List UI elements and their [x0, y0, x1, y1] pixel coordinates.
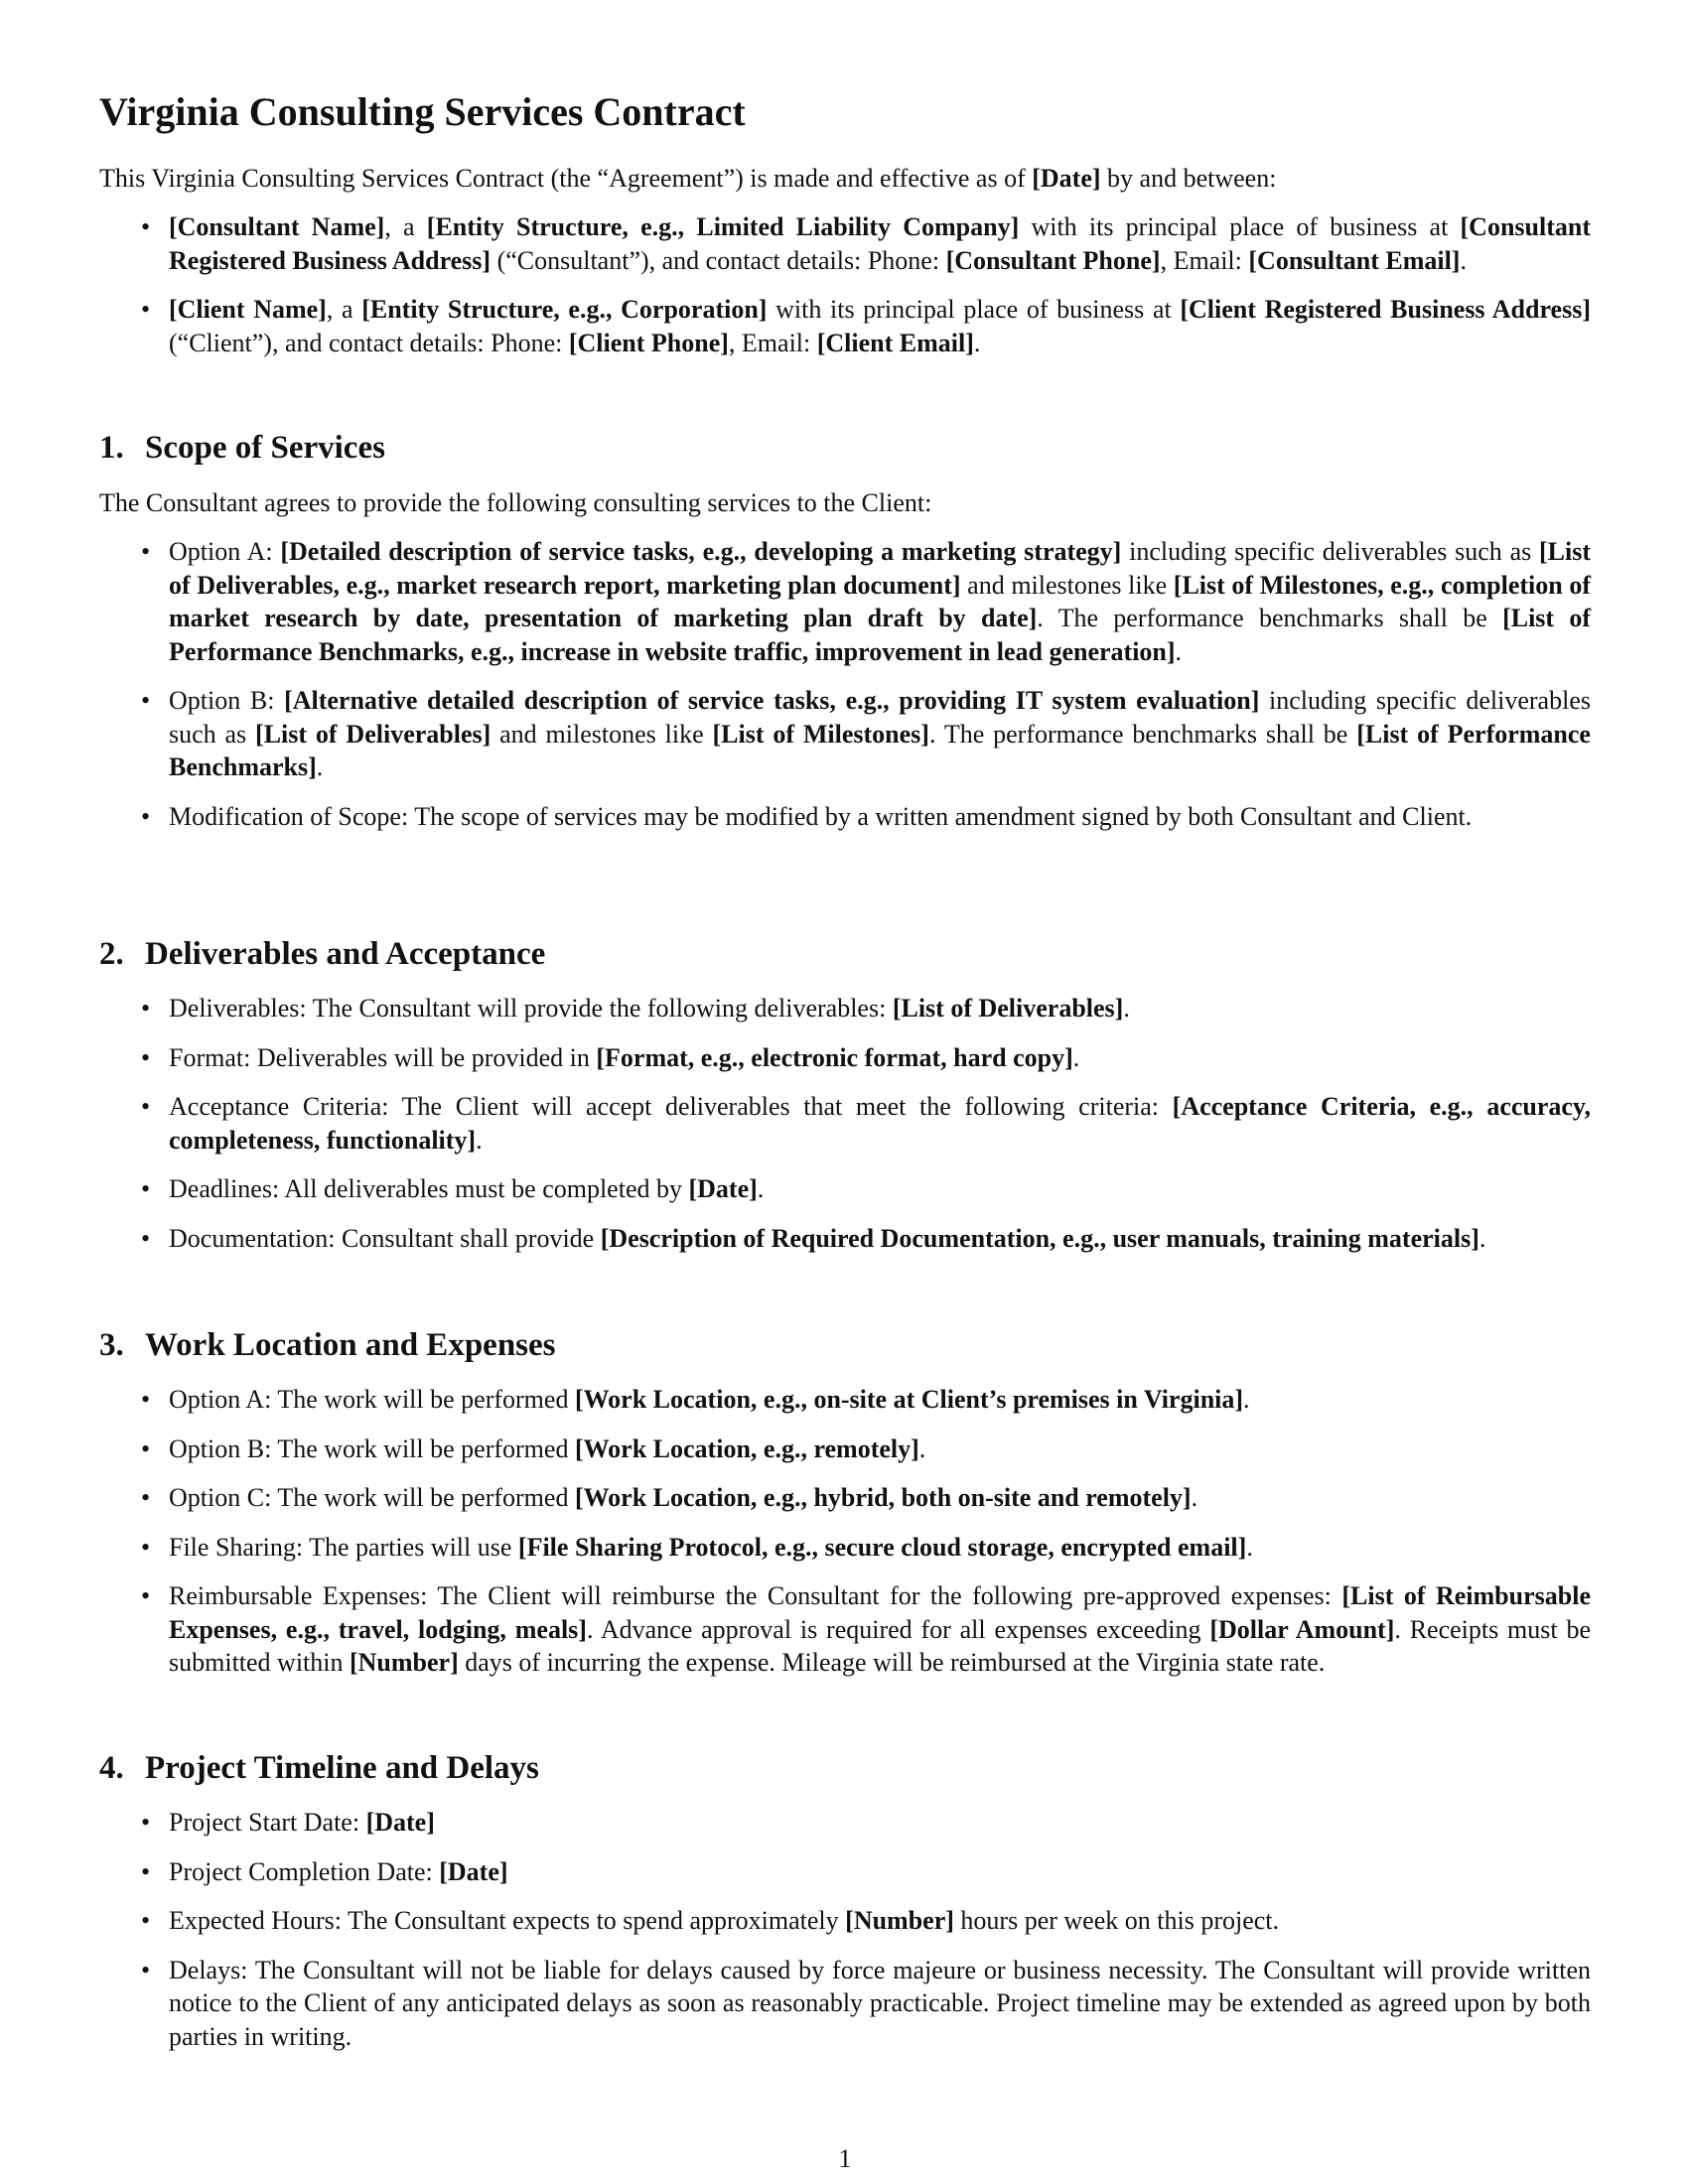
text-run: Expected Hours: The Consultant expects to spend approximately [169, 1906, 846, 1935]
section-title: Scope of Services [145, 430, 385, 466]
text-run: . The performance benchmarks shall be [928, 719, 1357, 749]
text-run: The Consultant agrees to provide the following consulting services to the Client: [99, 488, 932, 517]
scope-items [99, 535, 1591, 833]
placeholder-field: [Number] [845, 1906, 954, 1935]
placeholder-field: [Work Location, e.g., on-site at Client’s premises in Virginia] [574, 1385, 1244, 1414]
text-run: , Email: [1160, 245, 1249, 275]
placeholder-field: [File Sharing Protocol, e.g., secure cloud storage, encrypted email] [517, 1532, 1247, 1562]
placeholder-field: [Entity Structure, e.g., Limited Liability Company] [426, 212, 1020, 241]
text-run: Option C: The work will be performed [169, 1483, 575, 1512]
placeholder-field: [Client Email] [816, 328, 974, 357]
placeholder-field: [Consultant Email] [1248, 245, 1461, 275]
list-item [99, 293, 1591, 359]
placeholder-field: [Work Location, e.g., remotely] [574, 1433, 919, 1463]
section-intro-scope [99, 486, 931, 520]
list-item [99, 1806, 1591, 1840]
parties-list [99, 210, 1591, 359]
list-item [99, 1172, 1591, 1206]
text-run: . [1460, 245, 1467, 275]
bullet-icon: • [141, 1385, 151, 1414]
bullet-icon: • [141, 686, 151, 715]
placeholder-field: [Format, e.g., electronic format, hard copy] [596, 1042, 1073, 1072]
section-heading-timeline [99, 1747, 539, 1789]
placeholder-field: [Entity Structure, e.g., Corporation] [361, 295, 768, 324]
text-run: Delays: The Consultant will not be liable for delays caused by force majeure or business necessity. The Consultant will provide written notice to the Client of any anticipated delays as soon as reasonably practicable. Project timeline may be extended as agreed upon by both parties in writing. [169, 1955, 1591, 2051]
section-title: Deliverables and Acceptance [145, 936, 546, 972]
placeholder-field: [Detailed description of service tasks, e.g., developing a marketing strategy] [280, 537, 1122, 566]
text-run: Project Completion Date: [169, 1856, 440, 1886]
list-item [99, 1531, 1591, 1565]
text-run: Option A: [169, 537, 281, 566]
bullet-icon: • [141, 1581, 151, 1610]
text-run: . [1175, 636, 1183, 666]
text-run: Format: Deliverables will be provided in [169, 1042, 597, 1072]
list-item [99, 1433, 1591, 1466]
text-run: , Email: [728, 328, 817, 357]
bullet-icon: • [141, 801, 151, 831]
placeholder-field: [List of Deliverables] [892, 994, 1124, 1023]
text-run: . Advance approval is required for all expenses exceeding [586, 1614, 1210, 1644]
list-item [99, 800, 1591, 834]
text-run: and milestones like [960, 570, 1174, 600]
list-item [99, 1222, 1591, 1256]
work-location-items [99, 1383, 1591, 1680]
text-run: with its principal place of business at [1019, 212, 1461, 241]
contract-page [99, 0, 1591, 2184]
section-heading-work-location [99, 1324, 556, 1366]
bullet-icon: • [141, 1042, 151, 1072]
text-run: (“Consultant”), and contact details: Phone: [491, 245, 946, 275]
text-run: Documentation: Consultant shall provide [169, 1223, 601, 1253]
deliverables-items [99, 992, 1591, 1255]
text-run: Option A: The work will be performed [169, 1385, 575, 1414]
text-run: . [1246, 1532, 1253, 1562]
section-number: 3. [99, 1327, 124, 1363]
list-item [99, 1383, 1591, 1417]
text-run: hours per week on this project. [953, 1906, 1280, 1935]
placeholder-field: [Date] [688, 1174, 758, 1203]
placeholder-field: [Consultant Name] [169, 212, 385, 241]
placeholder-field: [Client Phone] [568, 328, 729, 357]
section-number: 2. [99, 936, 124, 972]
text-run: . [918, 1433, 926, 1463]
placeholder-field: [Consultant Registered Business Address] [169, 212, 1591, 275]
text-run: and milestones like [491, 719, 713, 749]
bullet-icon: • [141, 1856, 151, 1886]
placeholder-field: [Alternative detailed description of service tasks, e.g., providing IT system evaluation] [284, 686, 1260, 715]
bullet-icon: • [141, 1906, 151, 1935]
section-number: 4. [99, 1750, 124, 1786]
placeholder-field: [Date] [1032, 164, 1101, 193]
bullet-icon: • [141, 212, 151, 241]
placeholder-field: [List of Performance Benchmarks, e.g., increase in website traffic, improvement in lead generation] [169, 604, 1592, 666]
timeline-items [99, 1806, 1591, 2053]
list-item [99, 1954, 1591, 2054]
placeholder-field: [Date] [439, 1856, 508, 1886]
bullet-icon: • [141, 994, 151, 1023]
text-run: with its principal place of business at [767, 295, 1181, 324]
bullet-icon: • [141, 1092, 151, 1121]
text-run: . [973, 328, 981, 357]
text-run: Option B: [169, 686, 285, 715]
text-run: Modification of Scope: The scope of services may be modified by a written amendment signed by both Consultant and Client. [169, 801, 1473, 831]
list-item [99, 1041, 1591, 1075]
placeholder-field: [Dollar Amount] [1209, 1614, 1395, 1644]
text-run: This Virginia Consulting Services Contract (the “Agreement”) is made and effective as of [99, 164, 1033, 193]
placeholder-field: [List of Performance Benchmarks] [169, 719, 1591, 781]
list-item [99, 535, 1591, 668]
text-run: . Receipts must be submitted within [169, 1614, 1591, 1677]
text-run: Project Start Date: [169, 1808, 366, 1837]
document-title: Virginia Consulting Services Contract [99, 89, 746, 134]
placeholder-field: [Consultant Phone] [945, 245, 1161, 275]
bullet-icon: • [141, 1483, 151, 1512]
placeholder-field: [Description of Required Documentation, e.g., user manuals, training materials] [600, 1223, 1479, 1253]
text-run: . [1072, 1042, 1080, 1072]
list-item [99, 1904, 1591, 1938]
text-run: File Sharing: The parties will use [169, 1532, 518, 1562]
text-run: (“Client”), and contact details: Phone: [169, 328, 569, 357]
placeholder-field: [List of Deliverables] [255, 719, 492, 749]
placeholder-field: [Acceptance Criteria, e.g., accuracy, completeness, functionality] [169, 1092, 1591, 1155]
intro-paragraph [99, 162, 1276, 196]
text-run: , a [326, 295, 362, 324]
placeholder-field: [List of Reimbursable Expenses, e.g., travel, lodging, meals] [169, 1581, 1591, 1644]
list-item [99, 1481, 1591, 1515]
bullet-icon: • [141, 1955, 151, 1984]
section-heading-scope [99, 427, 385, 469]
text-run: including specific deliverables such as [169, 686, 1591, 749]
text-run: . [476, 1125, 483, 1155]
section-title: Project Timeline and Delays [145, 1750, 539, 1786]
bullet-icon: • [141, 1433, 151, 1463]
placeholder-field: [Number] [350, 1648, 459, 1677]
text-run: . [316, 752, 324, 781]
text-run: . [1123, 994, 1130, 1023]
text-run: . [1478, 1223, 1486, 1253]
text-run: Deliverables: The Consultant will provide the following deliverables: [169, 994, 893, 1023]
section-number: 1. [99, 430, 124, 466]
text-run: days of incurring the expense. Mileage will be reimbursed at the Virginia state rate. [458, 1648, 1326, 1677]
placeholder-field: [Client Registered Business Address] [1180, 295, 1591, 324]
bullet-icon: • [141, 1808, 151, 1837]
placeholder-field: [List of Deliverables, e.g., market research report, marketing plan document] [169, 537, 1592, 600]
page-number: 1 [838, 2144, 852, 2173]
bullet-icon: • [141, 1174, 151, 1203]
section-title: Work Location and Expenses [145, 1327, 556, 1363]
text-run: by and between: [1100, 164, 1277, 193]
list-item [99, 210, 1591, 277]
placeholder-field: [Date] [365, 1808, 435, 1837]
placeholder-field: [Client Name] [169, 295, 327, 324]
placeholder-field: [List of Milestones] [712, 719, 929, 749]
bullet-icon: • [141, 295, 151, 324]
section-heading-deliverables [99, 933, 545, 975]
list-item [99, 992, 1591, 1025]
text-run: . [1191, 1483, 1198, 1512]
text-run: . [1243, 1385, 1250, 1414]
bullet-icon: • [141, 537, 151, 566]
text-run: . The performance benchmarks shall be [1037, 604, 1503, 632]
list-item [99, 1579, 1591, 1680]
text-run: Acceptance Criteria: The Client will accept deliverables that meet the following criteria: [169, 1092, 1173, 1121]
text-run: including specific deliverables such as [1121, 537, 1540, 566]
text-run: Reimbursable Expenses: The Client will reimburse the Consultant for the following pre-approved expenses: [169, 1581, 1342, 1610]
text-run: , a [384, 212, 427, 241]
list-item [99, 1090, 1591, 1157]
placeholder-field: [Work Location, e.g., hybrid, both on-site and remotely] [574, 1483, 1192, 1512]
list-item [99, 1855, 1591, 1889]
text-run: Option B: The work will be performed [169, 1433, 575, 1463]
bullet-icon: • [141, 1223, 151, 1253]
bullet-icon: • [141, 1532, 151, 1562]
list-item [99, 684, 1591, 784]
text-run: . [757, 1174, 765, 1203]
text-run: Deadlines: All deliverables must be completed by [169, 1174, 689, 1203]
placeholder-field: [List of Milestones, e.g., completion of market research by date, presentation of marketing plan draft by date] [169, 570, 1591, 632]
